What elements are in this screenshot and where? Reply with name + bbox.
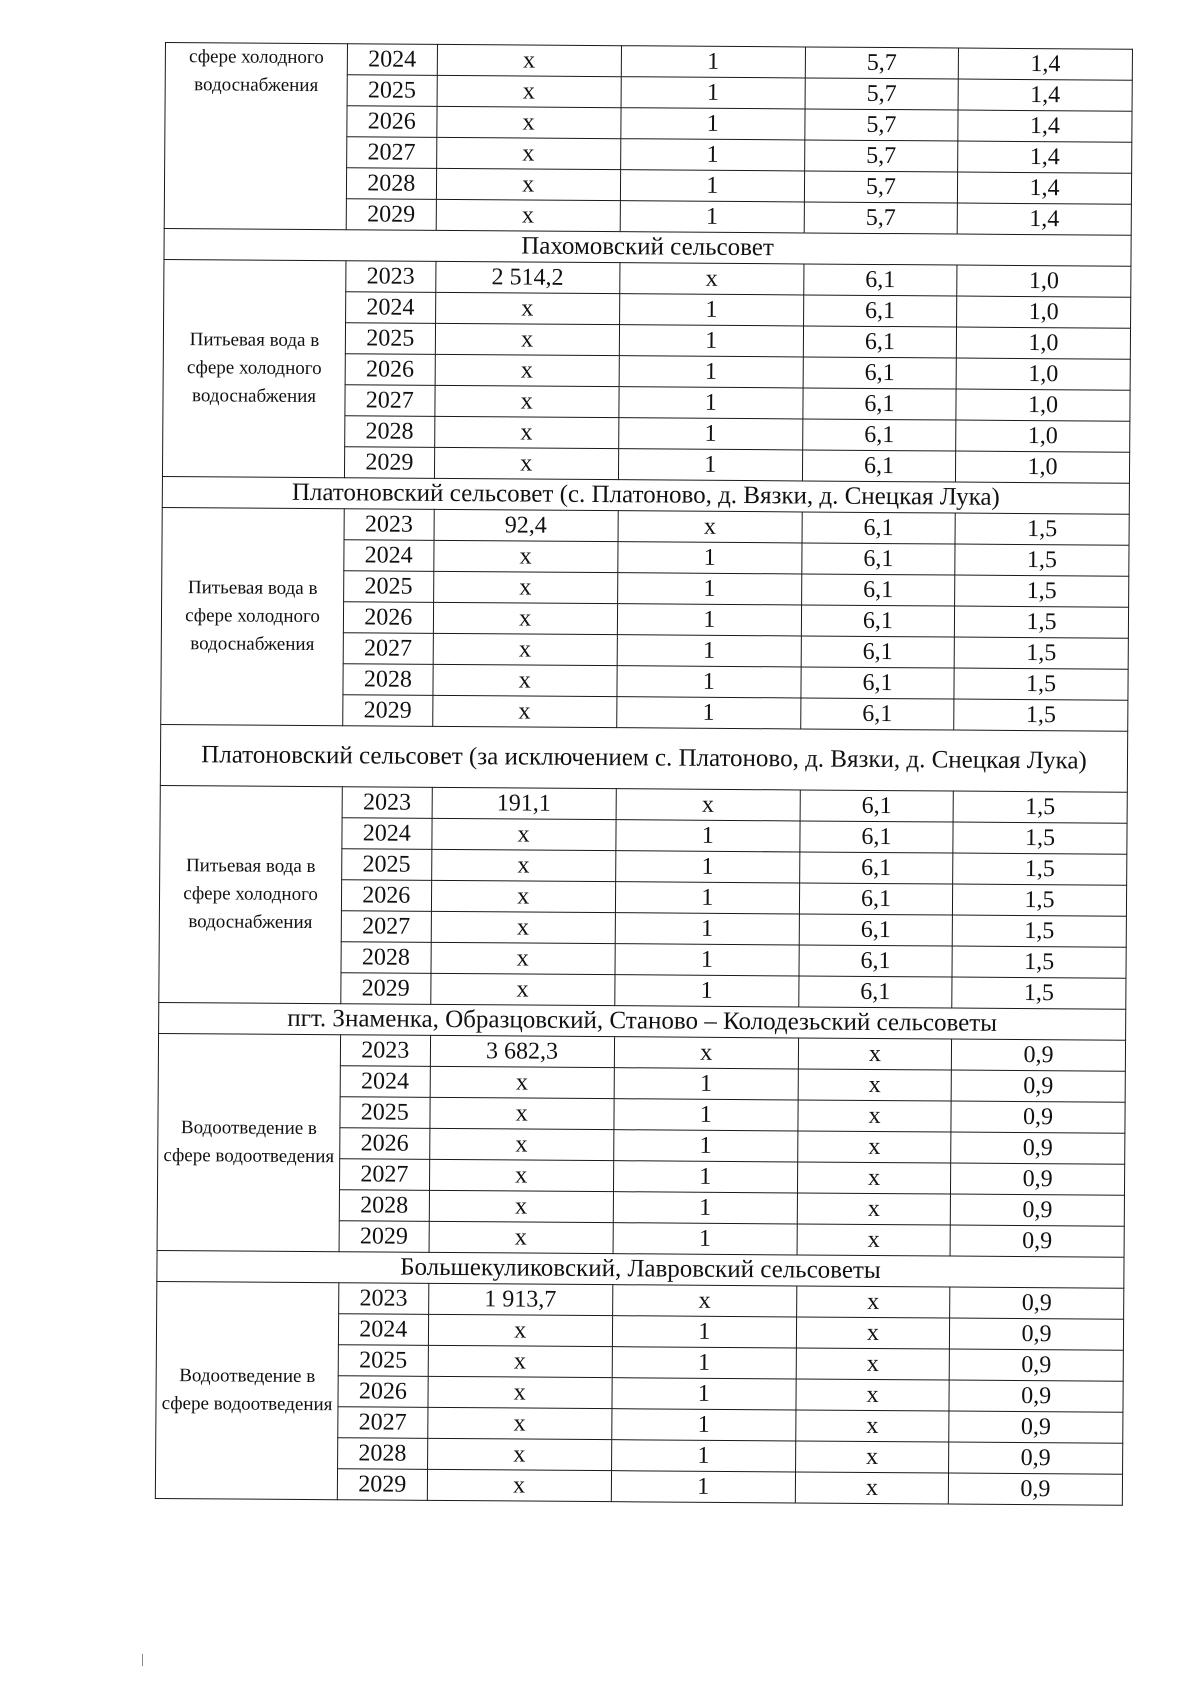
value-cell: 1 xyxy=(612,1316,796,1348)
value-cell: 1 xyxy=(616,820,800,852)
year-cell: 2023 xyxy=(339,1283,429,1315)
value-cell: 0,9 xyxy=(950,1318,1124,1350)
section-heading: Большекуликовский, Лавровский сельсоветы xyxy=(157,1250,1124,1288)
value-cell: 6,1 xyxy=(801,636,954,668)
section-heading-row xyxy=(160,724,1127,792)
value-cell: х xyxy=(618,511,802,543)
value-cell: 1,4 xyxy=(958,79,1132,111)
year-cell: 2025 xyxy=(347,75,437,107)
year-cell: 2023 xyxy=(340,1035,430,1067)
value-cell: 1 xyxy=(615,944,799,976)
value-cell: х xyxy=(437,75,621,107)
value-cell: 0,9 xyxy=(951,1132,1125,1164)
value-cell: 2 514,2 xyxy=(435,261,619,293)
value-cell: 1 xyxy=(619,356,803,388)
year-cell: 2023 xyxy=(346,261,436,293)
value-cell: 6,1 xyxy=(800,790,953,822)
value-cell: 1 913,7 xyxy=(428,1283,612,1315)
value-cell: 1 xyxy=(620,201,804,233)
value-cell: 1 xyxy=(612,1347,796,1379)
value-cell: 1,5 xyxy=(954,699,1128,731)
value-cell: 6,1 xyxy=(799,914,952,946)
value-cell: х xyxy=(434,447,618,479)
year-cell: 2027 xyxy=(340,1159,430,1191)
value-cell: 1 xyxy=(620,139,804,171)
value-cell: х xyxy=(428,1376,612,1408)
value-cell: 1,4 xyxy=(958,110,1132,142)
value-cell: х xyxy=(429,1128,613,1160)
value-cell: 5,7 xyxy=(804,140,957,172)
value-cell: 1 xyxy=(613,1192,797,1224)
value-cell: 5,7 xyxy=(804,202,957,234)
value-cell: 6,1 xyxy=(803,357,956,389)
value-cell: х xyxy=(433,540,617,572)
value-cell: 1,5 xyxy=(952,946,1126,978)
value-cell: х xyxy=(619,263,803,295)
value-cell: х xyxy=(437,44,621,76)
service-type-cell: Питьевая вода в сфере холодного водоснабжения xyxy=(162,259,346,477)
year-cell: 2027 xyxy=(341,911,431,943)
value-cell: 1 xyxy=(612,1378,796,1410)
value-cell: 92,4 xyxy=(434,509,618,541)
year-cell: 2026 xyxy=(342,880,432,912)
value-cell: 3 682,3 xyxy=(430,1035,614,1067)
table-row xyxy=(164,259,1131,297)
value-cell: 0,9 xyxy=(951,1163,1125,1195)
value-cell: х xyxy=(433,571,617,603)
year-cell: 2024 xyxy=(340,1066,430,1098)
value-cell: х xyxy=(436,168,620,200)
year-cell: 2026 xyxy=(340,1128,430,1160)
value-cell: 1 xyxy=(621,108,805,140)
value-cell: 1 xyxy=(617,666,801,698)
year-cell: 2026 xyxy=(338,1376,428,1408)
value-cell: 6,1 xyxy=(802,450,955,482)
section-heading: Платоновский сельсовет (с. Платоново, д. Вязки, д. Снецкая Лука) xyxy=(162,476,1129,514)
year-cell: 2026 xyxy=(347,106,437,138)
service-type-cell: Водоотведение в сфере водоотведения xyxy=(157,1033,341,1251)
value-cell: 1,5 xyxy=(955,544,1129,576)
value-cell: 1,5 xyxy=(954,637,1128,669)
value-cell: 0,9 xyxy=(949,1411,1123,1443)
year-cell: 2028 xyxy=(343,664,433,696)
value-cell: 1,0 xyxy=(957,296,1131,328)
service-type-cell: сфере холодного водоснабжения xyxy=(164,43,347,230)
value-cell: х xyxy=(616,789,800,821)
value-cell: 6,1 xyxy=(803,326,956,358)
value-cell: х xyxy=(429,1221,613,1253)
value-cell: х xyxy=(431,942,615,974)
year-cell: 2028 xyxy=(338,1438,428,1470)
value-cell: 1 xyxy=(611,1409,795,1441)
value-cell: 1,0 xyxy=(956,327,1130,359)
section-heading: Пахомовский сельсовет xyxy=(164,228,1131,266)
value-cell: х xyxy=(436,137,620,169)
value-cell: 6,1 xyxy=(799,852,952,884)
value-cell: 1 xyxy=(615,913,799,945)
value-cell: 1,5 xyxy=(953,822,1127,854)
value-cell: х xyxy=(797,1162,950,1194)
year-cell: 2023 xyxy=(344,509,434,541)
value-cell: 6,1 xyxy=(802,543,955,575)
service-type-cell: Водоотведение в сфере водоотведения xyxy=(155,1281,339,1499)
year-cell: 2029 xyxy=(345,447,435,479)
value-cell: 1,5 xyxy=(953,791,1127,823)
year-cell: 2027 xyxy=(343,633,433,665)
value-cell: 0,9 xyxy=(950,1287,1124,1319)
value-cell: х xyxy=(429,1190,613,1222)
value-cell: х xyxy=(427,1469,611,1501)
year-cell: 2024 xyxy=(347,44,437,76)
year-cell: 2025 xyxy=(340,1097,430,1129)
year-cell: 2024 xyxy=(342,818,432,850)
value-cell: х xyxy=(798,1069,951,1101)
value-cell: 6,1 xyxy=(802,512,955,544)
value-cell: 6,1 xyxy=(799,976,952,1008)
value-cell: 1,5 xyxy=(955,513,1129,545)
year-cell: 2025 xyxy=(345,323,435,355)
value-cell: 5,7 xyxy=(805,78,958,110)
value-cell: 6,1 xyxy=(803,419,956,451)
value-cell: 6,1 xyxy=(804,264,957,296)
table-row xyxy=(162,507,1129,545)
value-cell: 1,0 xyxy=(956,389,1130,421)
value-cell: х xyxy=(436,106,620,138)
value-cell: 6,1 xyxy=(803,388,956,420)
value-cell: 1 xyxy=(616,697,800,729)
value-cell: х xyxy=(433,633,617,665)
value-cell: 1 xyxy=(614,1068,798,1100)
value-cell: х xyxy=(429,1097,613,1129)
tariff-table xyxy=(155,42,1133,1506)
year-cell: 2028 xyxy=(345,416,435,448)
value-cell: х xyxy=(795,1441,948,1473)
value-cell: х xyxy=(798,1038,951,1070)
section-heading: пгт. Знаменка, Образцовский, Станово – Колодезьский сельсоветы xyxy=(159,1002,1126,1040)
value-cell: х xyxy=(435,354,619,386)
value-cell: 1,4 xyxy=(958,172,1132,204)
value-cell: 1 xyxy=(613,1223,797,1255)
value-cell: х xyxy=(614,1037,798,1069)
value-cell: 1,5 xyxy=(952,977,1126,1009)
year-cell: 2029 xyxy=(346,199,436,231)
value-cell: 1,4 xyxy=(957,203,1131,235)
value-cell: х xyxy=(433,664,617,696)
section-heading: Платоновский сельсовет (за исключением с. Платоново, д. Вязки, д. Снецкая Лука) xyxy=(160,724,1127,792)
value-cell: 6,1 xyxy=(800,821,953,853)
value-cell: 6,1 xyxy=(801,698,954,730)
value-cell: 5,7 xyxy=(805,109,958,141)
value-cell: 1 xyxy=(613,1130,797,1162)
year-cell: 2028 xyxy=(346,168,436,200)
value-cell: х xyxy=(796,1286,949,1318)
value-cell: 1,5 xyxy=(952,915,1126,947)
value-cell: 0,9 xyxy=(951,1101,1125,1133)
year-cell: 2028 xyxy=(341,942,431,974)
value-cell: 1,0 xyxy=(956,420,1130,452)
value-cell: 1,5 xyxy=(953,884,1127,916)
value-cell: х xyxy=(427,1438,611,1470)
year-cell: 2027 xyxy=(345,385,435,417)
table-row xyxy=(158,1033,1125,1071)
value-cell: 1 xyxy=(614,1099,798,1131)
value-cell: 1 xyxy=(618,418,802,450)
value-cell: 1 xyxy=(617,573,801,605)
year-cell: 2025 xyxy=(344,571,434,603)
value-cell: х xyxy=(433,602,617,634)
value-cell: 1 xyxy=(615,882,799,914)
value-cell: х xyxy=(432,695,616,727)
value-cell: х xyxy=(429,1159,613,1191)
value-cell: 1 xyxy=(611,1440,795,1472)
value-cell: х xyxy=(798,1131,951,1163)
value-cell: х xyxy=(436,199,620,231)
value-cell: х xyxy=(797,1193,950,1225)
year-cell: 2025 xyxy=(338,1345,428,1377)
value-cell: 1,0 xyxy=(956,451,1130,483)
value-cell: 6,1 xyxy=(799,883,952,915)
year-cell: 2025 xyxy=(342,849,432,881)
value-cell: 6,1 xyxy=(801,574,954,606)
year-cell: 2024 xyxy=(344,540,434,572)
year-cell: 2029 xyxy=(339,1221,429,1253)
value-cell: 0,9 xyxy=(951,1039,1125,1071)
year-cell: 2024 xyxy=(346,292,436,324)
value-cell: х xyxy=(796,1348,949,1380)
value-cell: 0,9 xyxy=(948,1473,1122,1505)
value-cell: х xyxy=(430,973,614,1005)
value-cell: 6,1 xyxy=(801,667,954,699)
tariff-table-body xyxy=(155,43,1132,1506)
value-cell: х xyxy=(431,911,615,943)
value-cell: 1,5 xyxy=(953,853,1127,885)
value-cell: 6,1 xyxy=(799,945,952,977)
value-cell: 1 xyxy=(617,604,801,636)
value-cell: х xyxy=(431,849,615,881)
value-cell: 1 xyxy=(619,325,803,357)
value-cell: 191,1 xyxy=(432,787,616,819)
value-cell: х xyxy=(428,1345,612,1377)
value-cell: 1 xyxy=(619,294,803,326)
value-cell: х xyxy=(434,385,618,417)
year-cell: 2027 xyxy=(338,1407,428,1439)
service-type-cell: Питьевая вода в сфере холодного водоснабжения xyxy=(161,507,345,725)
scan-mark xyxy=(142,1654,143,1666)
value-cell: х xyxy=(434,416,618,448)
value-cell: 6,1 xyxy=(801,605,954,637)
year-cell: 2029 xyxy=(341,973,431,1005)
year-cell: 2029 xyxy=(343,695,433,727)
value-cell: 0,9 xyxy=(950,1194,1124,1226)
value-cell: х xyxy=(435,292,619,324)
value-cell: 0,9 xyxy=(951,1070,1125,1102)
year-cell: 2027 xyxy=(347,137,437,169)
year-cell: 2024 xyxy=(338,1314,428,1346)
value-cell: 1 xyxy=(611,1471,795,1503)
value-cell: 1 xyxy=(621,77,805,109)
value-cell: 6,1 xyxy=(803,295,956,327)
value-cell: х xyxy=(795,1472,948,1504)
value-cell: х xyxy=(612,1285,796,1317)
value-cell: х xyxy=(428,1314,612,1346)
value-cell: 1,0 xyxy=(956,358,1130,390)
value-cell: 1 xyxy=(618,542,802,574)
value-cell: 5,7 xyxy=(804,171,957,203)
year-cell: 2026 xyxy=(345,354,435,386)
value-cell: х xyxy=(431,818,615,850)
value-cell: х xyxy=(797,1224,950,1256)
table-row xyxy=(160,785,1127,823)
table-row xyxy=(157,1281,1124,1319)
value-cell: 1 xyxy=(618,449,802,481)
value-cell: х xyxy=(431,880,615,912)
value-cell: 1,5 xyxy=(954,668,1128,700)
value-cell: 1 xyxy=(621,46,805,78)
value-cell: 1 xyxy=(615,851,799,883)
value-cell: х xyxy=(796,1317,949,1349)
value-cell: 1 xyxy=(613,1161,797,1193)
service-type-cell: Питьевая вода в сфере холодного водоснабжения xyxy=(159,785,343,1003)
value-cell: 1,5 xyxy=(955,575,1129,607)
value-cell: 1,0 xyxy=(957,265,1131,297)
year-cell: 2026 xyxy=(343,602,433,634)
value-cell: х xyxy=(435,323,619,355)
value-cell: 1,4 xyxy=(958,48,1132,80)
value-cell: 1 xyxy=(614,975,798,1007)
value-cell: х xyxy=(798,1100,951,1132)
value-cell: 0,9 xyxy=(950,1225,1124,1257)
value-cell: 1,4 xyxy=(958,141,1132,173)
value-cell: 1 xyxy=(617,635,801,667)
value-cell: 0,9 xyxy=(949,1349,1123,1381)
value-cell: 5,7 xyxy=(805,47,958,79)
value-cell: 1 xyxy=(619,387,803,419)
value-cell: 1,5 xyxy=(954,606,1128,638)
value-cell: х xyxy=(796,1410,949,1442)
year-cell: 2023 xyxy=(342,787,432,819)
year-cell: 2028 xyxy=(339,1190,429,1222)
table-row xyxy=(165,43,1132,81)
value-cell: 0,9 xyxy=(949,1442,1123,1474)
year-cell: 2029 xyxy=(337,1469,427,1501)
value-cell: х xyxy=(796,1379,949,1411)
value-cell: 1 xyxy=(620,170,804,202)
value-cell: 0,9 xyxy=(949,1380,1123,1412)
value-cell: х xyxy=(427,1407,611,1439)
value-cell: х xyxy=(430,1066,614,1098)
